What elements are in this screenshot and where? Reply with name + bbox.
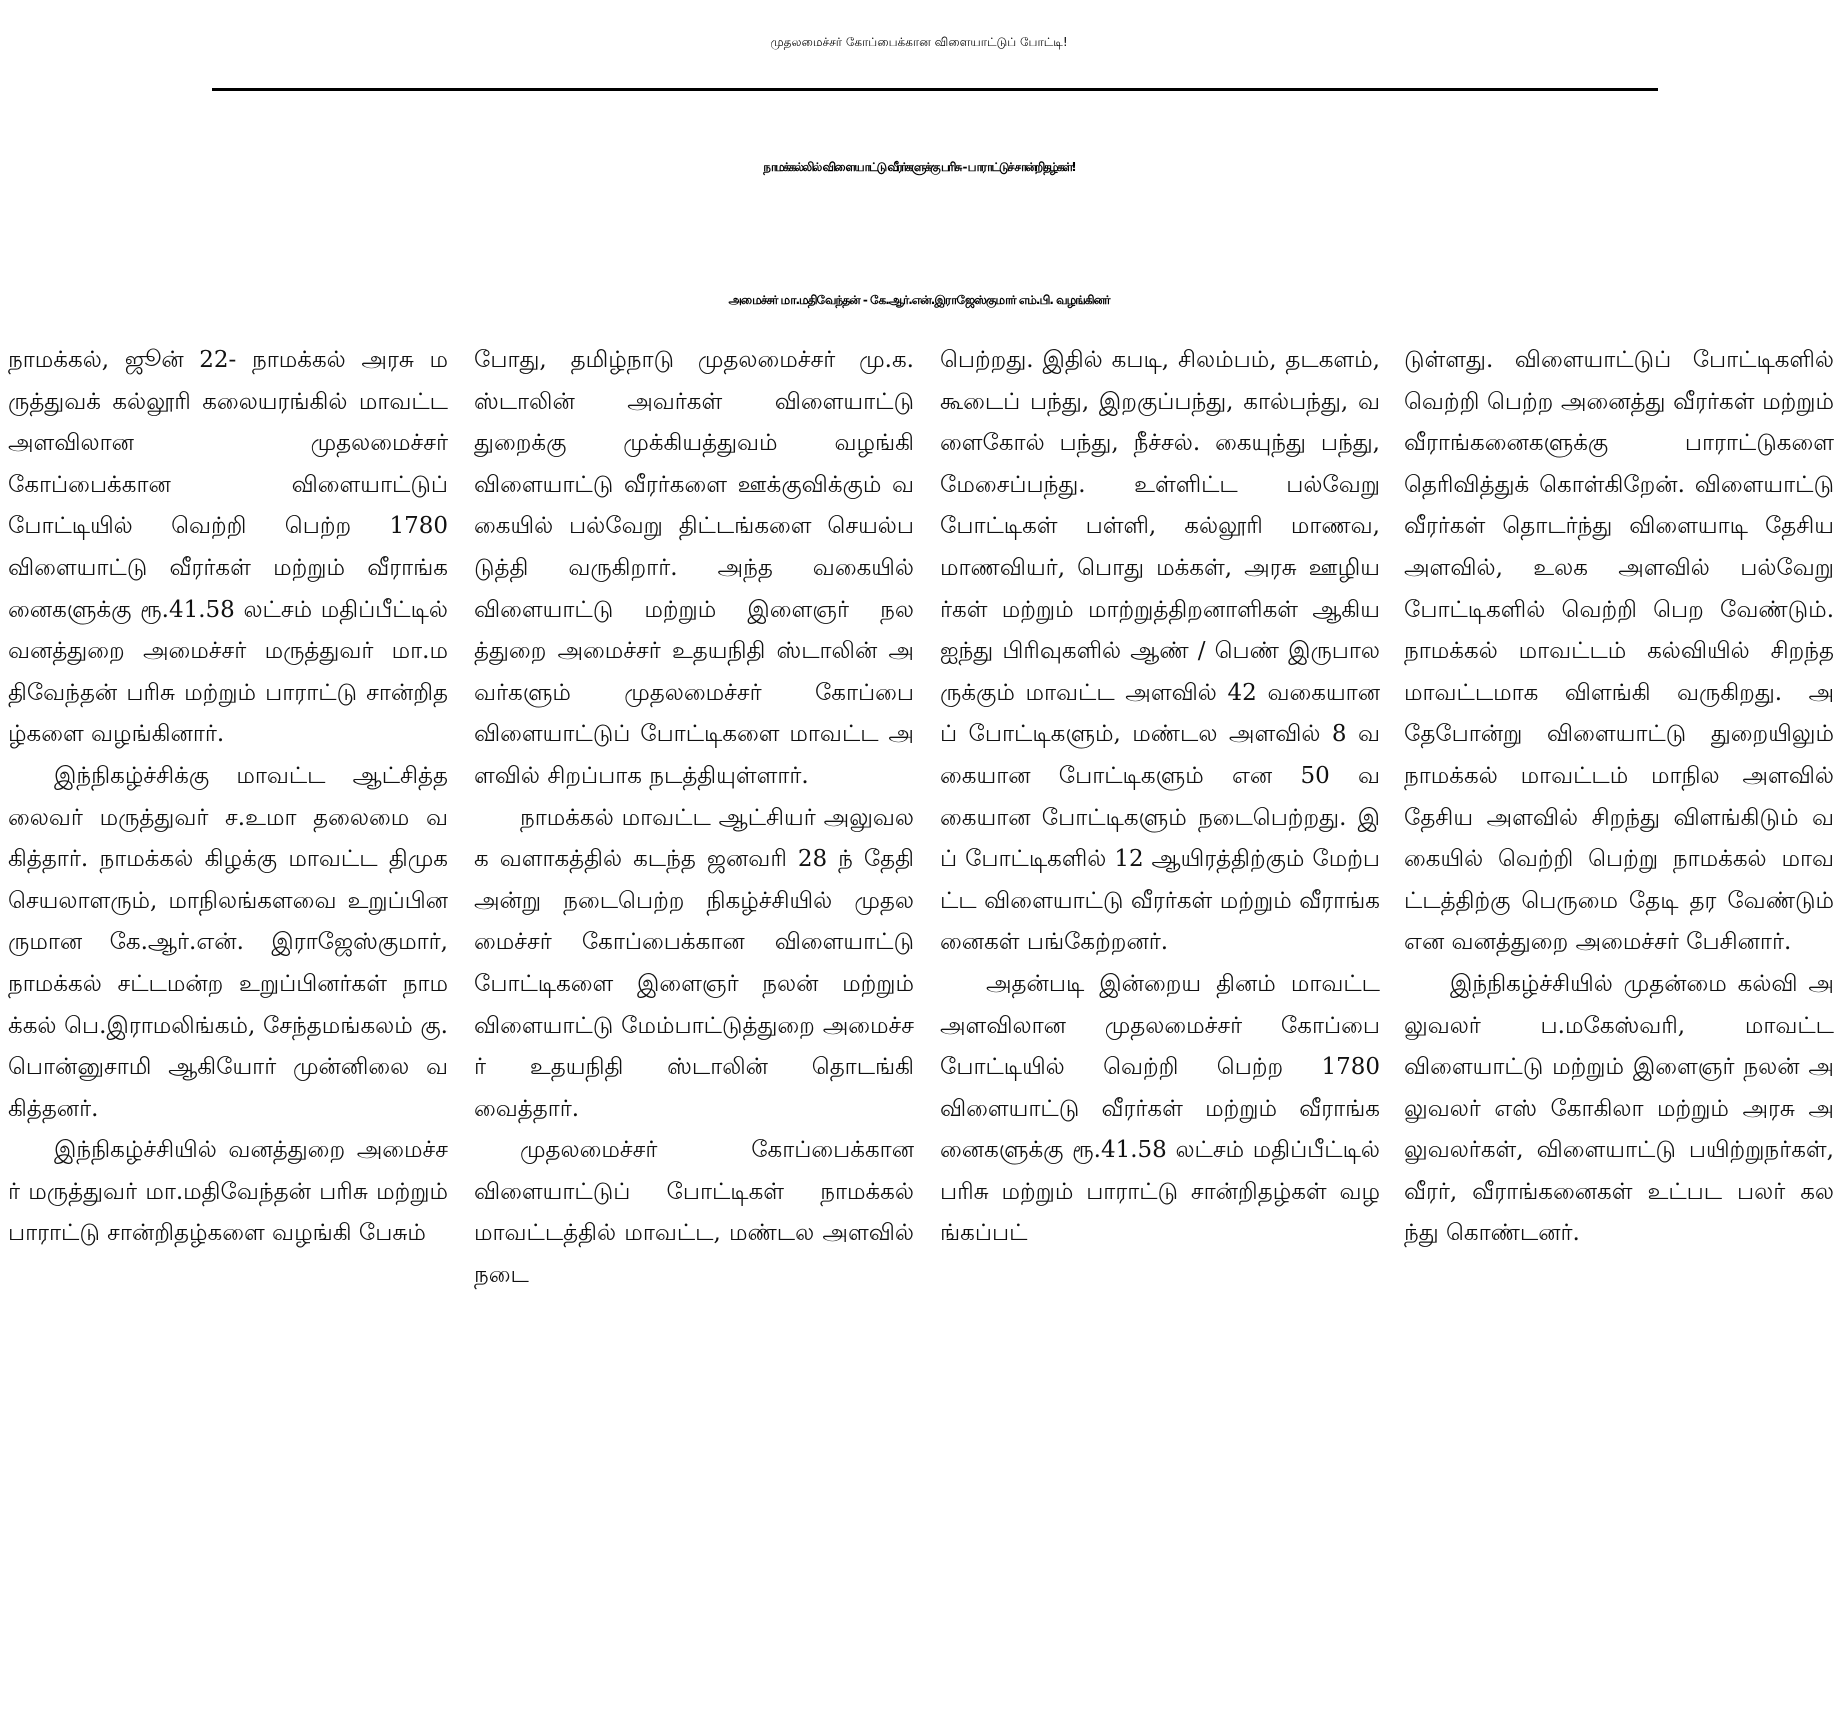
column-2 [474,340,914,1718]
paragraph: அதன்படி இன்றைய தினம் மாவட்ட அளவிலான முதலமைச்சர் கோப்பை போட்டியில் வெற்றி பெற்ற 1780 விளையாட்டு வீரர்கள் மற்றும் வீராங்கனைகளுக்கு ரூ.41.58 லட்சம் மதிப்பீட்டில் பரிசு மற்றும் பாராட்டு சான்றிதழ்கள் வழங்கப்பட் [940,970,1380,1247]
paragraph: நாமக்கல், ஜூன் 22- நாமக்கல் அரசு மருத்துவக் கல்லூரி கலையரங்கில் மாவட்ட அளவிலான முதலமைச்சர் கோப்பைக்கான விளையாட்டுப் போட்டியில் வெற்றி பெற்ற 1780 விளையாட்டு வீரர்கள் மற்றும் வீராங்கனைகளுக்கு ரூ.41.58 லட்சம் மதிப்பீட்டில் வனத்துறை அமைச்சர் மருத்துவர் மா.மதிவேந்தன் பரிசு மற்றும் பாராட்டு சான்றிதழ்களை வழங்கினார். [8,347,448,748]
kicker-rule [212,88,1658,91]
column-1 [8,340,448,1718]
paragraph: டுள்ளது. விளையாட்டுப் போட்டிகளில் வெற்றி பெற்ற அனைத்து வீரர்கள் மற்றும் வீராங்கனைகளுக்கு பாராட்டுகளை தெரிவித்துக் கொள்கிறேன். விளையாட்டு வீரர்கள் தொடர்ந்து விளையாடி தேசிய அளவில், உலக அளவில் பல்வேறு போட்டிகளில் வெற்றி பெற வேண்டும். நாமக்கல் மாவட்டம் கல்வியில் சிறந்த மாவட்டமாக விளங்கி வருகிறது. அதேபோன்று விளையாட்டு துறையிலும் நாமக்கல் மாவட்டம் மாநில அளவில் தேசிய அளவில் சிறந்து விளங்கிடும் வகையில் வெற்றி பெற்று நாமக்கல் மாவட்டத்திற்கு பெருமை தேடி தர வேண்டும் என வனத்துறை அமைச்சர் பேசினார். [1404,347,1834,956]
paragraph: இந்நிகழ்ச்சியில் முதன்மை கல்வி அலுவலர் ப.மகேஸ்வரி, மாவட்ட விளையாட்டு மற்றும் இளைஞர் நலன் அலுவலர் எஸ் கோகிலா மற்றும் அரசு அலுவலர்கள், விளையாட்டு பயிற்றுநர்கள், வீரர், வீராங்கனைகள் உட்பட பலர் கலந்து கொண்டனர். [1404,970,1834,1247]
paragraph: நாமக்கல் மாவட்ட ஆட்சியர் அலுவலக வளாகத்தில் கடந்த ஜனவரி 28 ந் தேதி அன்று நடைபெற்ற நிகழ்ச்சியில் முதலமைச்சர் கோப்பைக்கான விளையாட்டு போட்டிகளை இளைஞர் நலன் மற்றும் விளையாட்டு மேம்பாட்டுத்துறை அமைச்சர் உதயநிதி ஸ்டாலின் தொடங்கி வைத்தார். [474,804,914,1122]
kicker-headline: முதலமைச்சர் கோப்பைக்கான விளையாட்டுப் போட்டி! [770,35,1068,49]
article-body [0,340,1838,1718]
paragraph: முதலமைச்சர் கோப்பைக்கான விளையாட்டுப் போட்டிகள் நாமக்கல் மாவட்டத்தில் மாவட்ட, மண்டல அளவில் நடை [474,1137,914,1289]
column-4 [1404,340,1834,1718]
paragraph: இந்நிகழ்ச்சிக்கு மாவட்ட ஆட்சித்தலைவர் மருத்துவர் ச.உமா தலைமை வகித்தார். நாமக்கல் கிழக்கு மாவட்ட திமுக செயலாளரும், மாநிலங்களவை உறுப்பினருமான கே.ஆர்.என். இராஜேஸ்குமார், நாமக்கல் சட்டமன்ற உறுப்பினர்கள் நாமக்கல் பெ.இராமலிங்கம், சேந்தமங்கலம் கு. பொன்னுசாமி ஆகியோர் முன்னிலை வகித்தனர். [8,762,448,1122]
subheadline: அமைச்சர் மா.மதிவேந்தன் - கே.ஆர்.என்.இராஜேஸ்குமார் எம்.பி. வழங்கினர் [728,293,1110,307]
main-headline: நாமக்கல்லில் விளையாட்டு வீரர்களுக்கு பரிசு - பாராட்டுச் சான்றிதழ்கள்! [763,160,1075,174]
paragraph: இந்நிகழ்ச்சியில் வனத்துறை அமைச்சர் மருத்துவர் மா.மதிவேந்தன் பரிசு மற்றும் பாராட்டு சான்றிதழ்களை வழங்கி பேசும் [8,1137,448,1247]
column-3 [940,340,1380,1718]
paragraph: பெற்றது. இதில் கபடி, சிலம்பம், தடகளம், கூடைப் பந்து, இறகுப்பந்து, கால்பந்து, வளைகோல் பந்து, நீச்சல். கையுந்து பந்து, மேசைப்பந்து. உள்ளிட்ட பல்வேறு போட்டிகள் பள்ளி, கல்லூரி மாணவ, மாணவியர், பொது மக்கள், அரசு ஊழியர்கள் மற்றும் மாற்றுத்திறனாளிகள் ஆகிய ஐந்து பிரிவுகளில் ஆண் / பெண் இருபாலருக்கும் மாவட்ட அளவில் 42 வகையானப் போட்டிகளும், மண்டல அளவில் 8 வகையான போட்டிகளும் என 50 வகையான போட்டிகளும் நடைபெற்றது. இப் போட்டிகளில் 12 ஆயிரத்திற்கும் மேற்பட்ட விளையாட்டு வீரர்கள் மற்றும் வீராங்கனைகள் பங்கேற்றனர். [940,347,1380,956]
paragraph: போது, தமிழ்நாடு முதலமைச்சர் மு.க.ஸ்டாலின் அவர்கள் விளையாட்டு துறைக்கு முக்கியத்துவம் வழங்கி விளையாட்டு வீரர்களை ஊக்குவிக்கும் வகையில் பல்வேறு திட்டங்களை செயல்படுத்தி வருகிறார். அந்த வகையில் விளையாட்டு மற்றும் இளைஞர் நலத்துறை அமைச்சர் உதயநிதி ஸ்டாலின் அவர்களும் முதலமைச்சர் கோப்பை விளையாட்டுப் போட்டிகளை மாவட்ட அளவில் சிறப்பாக நடத்தியுள்ளார். [474,347,914,789]
